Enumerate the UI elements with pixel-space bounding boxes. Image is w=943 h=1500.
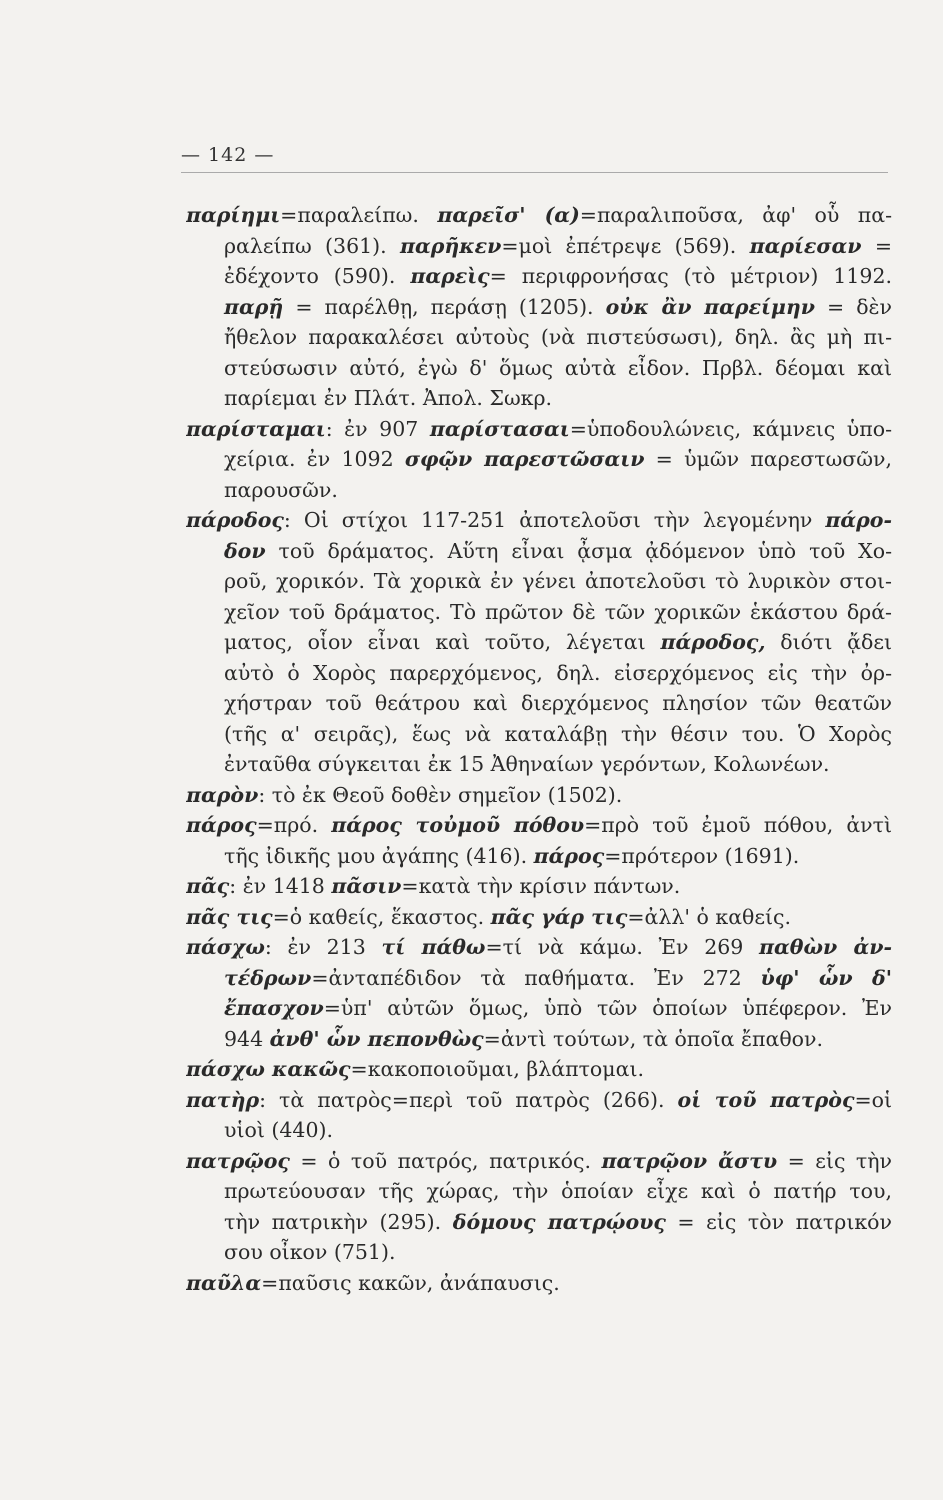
headword: τί πάθω bbox=[381, 935, 486, 959]
headword: τέδρων bbox=[224, 965, 312, 990]
definition-text: =μοὶ ἐπέτρεψε (569). bbox=[501, 233, 750, 258]
definition-text: : τὰ πατρὸς=περὶ τοῦ πατρὸς (266). bbox=[259, 1087, 678, 1112]
definition-text: =παῦσις κακῶν, ἀνάπαυσις. bbox=[261, 1270, 560, 1295]
glossary-entry-line bbox=[186, 902, 892, 933]
definition-text: παρίεμαι ἐν Πλάτ. Ἀπολ. Σωκρ. bbox=[224, 386, 553, 410]
glossary-line bbox=[186, 1024, 892, 1055]
definition-text: : Οἱ στίχοι 117-251 ἀποτελοῦσι τὴν λεγομένην bbox=[283, 508, 826, 532]
definition-text: : ἐν 1418 bbox=[229, 874, 332, 898]
glossary-line bbox=[186, 322, 892, 353]
glossary-entry-line bbox=[186, 200, 892, 231]
headword: πατὴρ bbox=[186, 1087, 260, 1112]
glossary-body bbox=[186, 200, 892, 1298]
glossary-line bbox=[186, 963, 892, 994]
definition-text: =ἀντὶ τούτων, τὰ ὁποῖα ἔπαθον. bbox=[483, 1026, 823, 1051]
headword: πάροδος bbox=[186, 508, 284, 532]
glossary-entry-line bbox=[186, 871, 892, 902]
glossary-line bbox=[186, 688, 892, 719]
glossary-line bbox=[186, 1237, 892, 1268]
definition-text: = δὲν bbox=[815, 294, 892, 319]
glossary-line bbox=[186, 261, 892, 292]
definition-text: = bbox=[861, 233, 892, 258]
headword: οὐκ ἂν παρείμην bbox=[605, 294, 816, 319]
definition-text: =παραλείπω. bbox=[280, 203, 438, 227]
headword: πάρος τοὐμοῦ πόθου bbox=[331, 813, 585, 837]
definition-text: ἤθελον παρακαλέσει αὐτοὺς (νὰ πιστεύσωσι), δηλ. ἂς μὴ πι- bbox=[224, 325, 892, 349]
definition-text: =ὁ καθείς, ἕκαστος. bbox=[272, 904, 491, 929]
headword: πᾶς γάρ τις bbox=[490, 904, 628, 929]
headword: παρεὶς bbox=[410, 264, 490, 288]
glossary-line bbox=[186, 658, 892, 689]
glossary-line bbox=[186, 292, 892, 323]
definition-text: ραλείπω (361). bbox=[224, 233, 400, 258]
headword: παρῇ bbox=[224, 294, 284, 319]
glossary-line bbox=[186, 749, 892, 780]
glossary-line bbox=[186, 536, 892, 567]
glossary-line bbox=[186, 566, 892, 597]
definition-text: χείρια. ἐν 1092 bbox=[224, 447, 405, 471]
headword: παρίστασαι bbox=[429, 416, 570, 441]
headword: πατρῷον ἄστυ bbox=[601, 1148, 778, 1173]
glossary-line bbox=[186, 383, 892, 414]
definition-text: σου οἶκον (751). bbox=[224, 1240, 396, 1264]
headword: πάροδος, bbox=[660, 630, 766, 654]
glossary-line bbox=[186, 841, 892, 872]
headword: παῦλα bbox=[186, 1270, 262, 1295]
definition-text: αὐτὸ ὁ Χορὸς παρερχόμενος, δηλ. εἰσερχόμενος εἰς τὴν ὀρ- bbox=[224, 660, 892, 685]
headword: πάρος bbox=[186, 813, 257, 837]
definition-text: ἐνταῦθα σύγκειται ἐκ 15 Ἀθηναίων γερόντων, Κολωνέων. bbox=[224, 752, 830, 776]
headword: πάσχω κακῶς bbox=[186, 1057, 351, 1081]
headword: πατρῷος bbox=[186, 1148, 290, 1173]
glossary-line bbox=[186, 353, 892, 384]
glossary-line bbox=[186, 1176, 892, 1207]
glossary-entry-line bbox=[186, 505, 892, 536]
definition-text: =πρότερον (1691). bbox=[604, 843, 800, 868]
headword: παρὸν bbox=[186, 782, 259, 807]
definition-text: =ἀνταπέδιδον τὰ παθήματα. Ἐν 272 bbox=[311, 965, 761, 990]
definition-text: =ὑποδουλώνεις, κάμνεις ὑπο- bbox=[569, 416, 892, 441]
definition-text: =κατὰ τὴν κρίσιν πάντων. bbox=[401, 874, 681, 898]
headword: πάρο- bbox=[825, 508, 892, 532]
headword: ἔπασχον bbox=[224, 996, 324, 1020]
definition-text: πρωτεύουσαν τῆς χώρας, τὴν ὁποίαν εἶχε καὶ ὁ πατήρ του, bbox=[224, 1179, 892, 1203]
glossary-line bbox=[186, 231, 892, 262]
headword: παθὼν ἀν- bbox=[759, 935, 892, 959]
header-rule bbox=[181, 172, 888, 173]
definition-text: χεῖον τοῦ δράματος. Τὸ πρῶτον δὲ τῶν χορικῶν ἑκάστου δρά- bbox=[224, 599, 892, 624]
glossary-line bbox=[186, 475, 892, 506]
definition-text: = εἰς τὴν bbox=[777, 1148, 892, 1173]
definition-text: =οἱ bbox=[854, 1087, 892, 1112]
glossary-line bbox=[186, 993, 892, 1024]
definition-text: =ὑπ' αὐτῶν ὅμως, ὑπὸ τῶν ὁποίων ὑπέφερον. Ἐν bbox=[323, 996, 892, 1020]
definition-text: ἐδέχοντο (590). bbox=[224, 264, 411, 288]
definition-text: διότι ᾄδει bbox=[765, 630, 892, 654]
definition-text: =κακοποιοῦμαι, βλάπτομαι. bbox=[350, 1057, 644, 1081]
headword: πᾶς τις bbox=[186, 904, 273, 929]
headword: πᾶς bbox=[186, 874, 230, 898]
headword: δον bbox=[224, 538, 266, 563]
glossary-entry-line bbox=[186, 1085, 892, 1116]
headword: οἱ τοῦ πατρὸς bbox=[677, 1087, 855, 1112]
definition-text: : τὸ ἐκ Θεοῦ δοθὲν σημεῖον (1502). bbox=[258, 782, 623, 807]
definition-text: =ἀλλ' ὁ καθείς. bbox=[627, 904, 792, 929]
definition-text: : ἐν 907 bbox=[325, 416, 430, 441]
glossary-line bbox=[186, 719, 892, 750]
page-number: — 142 — bbox=[181, 144, 275, 166]
definition-text: τὴν πατρικὴν (295). bbox=[224, 1209, 453, 1234]
glossary-line bbox=[186, 1207, 892, 1238]
definition-text: παρουσῶν. bbox=[224, 477, 338, 502]
definition-text: = ὁ τοῦ πατρός, πατρικός. bbox=[289, 1148, 602, 1173]
headword: ὑφ' ὧν δ' bbox=[760, 965, 892, 990]
glossary-line bbox=[186, 597, 892, 628]
definition-text: ροῦ, χορικόν. Τὰ χορικὰ ἐν γένει ἀποτελοῦσι τὸ λυρικὸν στοι- bbox=[224, 569, 892, 593]
headword: ἀνθ' ὧν πεπονθὼς bbox=[269, 1026, 484, 1051]
headword: σφῷν παρεστῶσαιν bbox=[404, 447, 645, 471]
headword: παρίημι bbox=[186, 203, 281, 227]
definition-text: = ὑμῶν παρεστωσῶν, bbox=[644, 447, 892, 471]
glossary-line bbox=[186, 627, 892, 658]
headword: πάρος bbox=[533, 843, 605, 868]
glossary-entry-line bbox=[186, 780, 892, 811]
headword: παρίσταμαι bbox=[186, 416, 326, 441]
glossary-entry-line bbox=[186, 1146, 892, 1177]
definition-text: χήστραν τοῦ θεάτρου καὶ διερχόμενος πλησίον τῶν θεατῶν bbox=[224, 691, 892, 715]
definition-text: = εἰς τὸν πατρικόν bbox=[665, 1209, 892, 1234]
definition-text: =πρό. bbox=[256, 813, 332, 837]
definition-text: =πρὸ τοῦ ἐμοῦ πόθου, ἀντὶ bbox=[584, 813, 892, 837]
definition-text: 944 bbox=[224, 1026, 270, 1051]
definition-text: : ἐν 213 bbox=[264, 935, 382, 959]
glossary-entry-line bbox=[186, 810, 892, 841]
definition-text: ματος, οἷον εἶναι καὶ τοῦτο, λέγεται bbox=[224, 630, 661, 654]
glossary-entry-line bbox=[186, 414, 892, 445]
definition-text: υἱοὶ (440). bbox=[224, 1118, 334, 1142]
definition-text: = περιφρονήσας (τὸ μέτριον) 1192. bbox=[489, 264, 892, 288]
headword: πάσχω bbox=[186, 935, 265, 959]
headword: παρεῖσ' (α) bbox=[437, 203, 580, 227]
definition-text: στεύσωσιν αὐτό, ἐγὼ δ' ὅμως αὐτὰ εἶδον. Πρβλ. δέομαι καὶ bbox=[224, 355, 892, 380]
definition-text: (τῆς α' σειρᾶς), ἕως νὰ καταλάβῃ τὴν θέσιν του. Ὁ Χορὸς bbox=[224, 721, 892, 746]
headword: δόμους πατρῴους bbox=[452, 1209, 666, 1234]
definition-text: = παρέλθῃ, περάσῃ (1205). bbox=[283, 294, 606, 319]
headword: πᾶσιν bbox=[331, 874, 402, 898]
glossary-line bbox=[186, 1115, 892, 1146]
headword: παρῆκεν bbox=[399, 233, 502, 258]
glossary-entry-line bbox=[186, 1268, 892, 1299]
headword: παρίεσαν bbox=[749, 233, 862, 258]
definition-text: τῆς ἰδικῆς μου ἀγάπης (416). bbox=[224, 843, 534, 868]
definition-text: τοῦ δράματος. Αὕτη εἶναι ᾆσμα ᾀδόμενον ὑπὸ τοῦ Χο- bbox=[265, 538, 892, 563]
glossary-entry-line bbox=[186, 932, 892, 963]
glossary-entry-line bbox=[186, 1054, 892, 1085]
definition-text: =παραλιποῦσα, ἀφ' οὗ πα- bbox=[579, 203, 892, 227]
definition-text: =τί νὰ κάμω. Ἐν 269 bbox=[485, 935, 760, 959]
glossary-line bbox=[186, 444, 892, 475]
